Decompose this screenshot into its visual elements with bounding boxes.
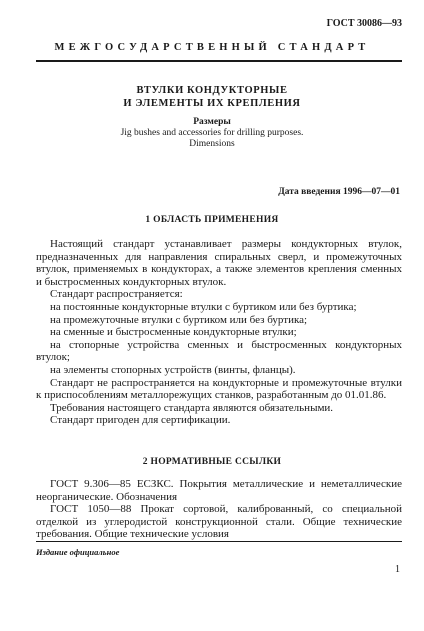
list-item: на сменные и быстросменные кондукторные втулки; — [50, 326, 297, 339]
document-title-block — [0, 84, 424, 150]
paragraph: Настоящий стандарт устанавливает размеры кондукторных втулок, предназначенных для направления спиральных сверл, и промежуточных втулок, применяемых в кондукторах, а также элементов крепления сменных и быстросменных кондукторных втулок. — [36, 238, 402, 288]
reference-item: ГОСТ 9.306—85 ЕСЗКС. Покрытия металлические и неметаллические неорганические. Обозначения — [36, 478, 402, 503]
paragraph: Стандарт распространяется: — [50, 288, 183, 301]
list-item: на стопорные устройства сменных и быстросменных кондукторных втулок; — [36, 338, 402, 364]
reference-item: ГОСТ 1050—88 Прокат сортовой, калиброванный, со специальной отделкой из углеродистой конструкционной стали. Общие технические требования. Общие технические условия — [36, 503, 402, 541]
list-item: на элементы стопорных устройств (винты, фланцы). — [50, 363, 296, 376]
paragraph: Стандарт не распространяется на кондукторные и промежуточные втулки к приспособлениям металлорежущих станков, разработанным до 01.01.86. — [36, 376, 402, 402]
official-edition-label: Издание официальное — [36, 547, 120, 557]
footer-divider — [36, 541, 402, 542]
paragraph: Требования настоящего стандарта являются обязательными. — [50, 401, 334, 414]
list-item: на постоянные кондукторные втулки с буртиком или без буртика; — [50, 300, 357, 313]
gost-code: ГОСТ 30086—93 — [326, 18, 402, 29]
list-item: на промежуточные втулки с буртиком или без буртика; — [50, 313, 308, 326]
section-1-body — [36, 238, 402, 427]
title-line-1: ВТУЛКИ КОНДУКТОРНЫЕ — [136, 85, 288, 96]
interstate-standard-label: МЕЖГОСУДАРСТВЕННЫЙ СТАНДАРТ — [54, 42, 370, 53]
paragraph: Стандарт пригоден для сертификации. — [50, 414, 231, 427]
title-line-2: И ЭЛЕМЕНТЫ ИХ КРЕПЛЕНИЯ — [123, 98, 301, 109]
effective-date: Дата введения 1996—07—01 — [278, 187, 400, 197]
page-number: 1 — [395, 564, 400, 575]
section-1-heading: 1 ОБЛАСТЬ ПРИМЕНЕНИЯ — [145, 215, 279, 225]
english-title-line-2: Dimensions — [189, 139, 235, 149]
english-title-line-1: Jig bushes and accessories for drilling purposes. — [120, 128, 304, 138]
header-divider — [36, 60, 402, 62]
title-subtitle: Размеры — [193, 117, 231, 127]
section-2-body — [36, 478, 402, 541]
section-2-heading: 2 НОРМАТИВНЫЕ ССЫЛКИ — [142, 457, 282, 467]
